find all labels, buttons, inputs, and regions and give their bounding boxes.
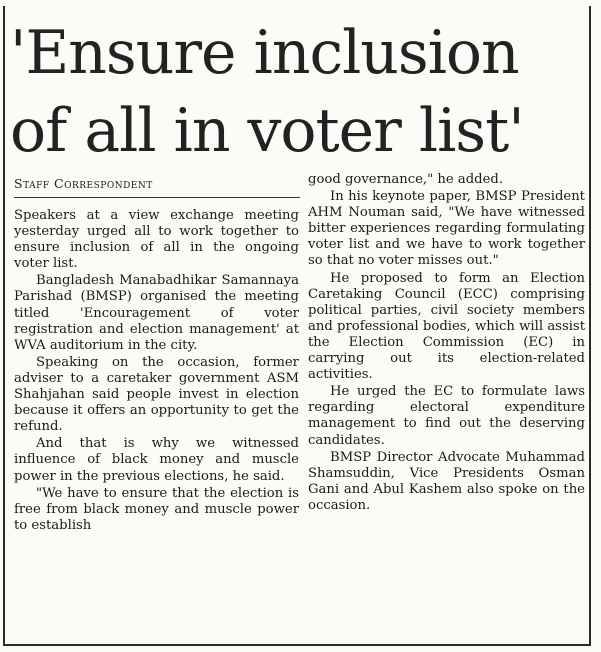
paragraph: He urged the EC to formulate laws regarding electoral expenditure management to find out the deserving candidates. (308, 384, 585, 448)
headline (10, 14, 585, 170)
paragraph: Speakers at a view exchange meeting yesterday urged all to work together to ensure inclusion of all in the ongoing voter list. (14, 208, 299, 272)
column-right (308, 172, 585, 515)
byline-rule (14, 197, 300, 198)
byline: Staff Correspondent (14, 176, 153, 191)
paragraph: "We have to ensure that the election is free from black money and muscle power to establish (14, 485, 299, 533)
headline-line-2: of all in voter list' (10, 96, 524, 166)
paragraph: And that is why we witnessed influence of black money and muscle power in the previous elections, he said. (14, 436, 299, 484)
frame-left-rule (3, 6, 5, 646)
paragraph: He proposed to form an Election Caretaking Council (ECC) comprising political parties, civil society members and professional bodies, which will assist the Election Commission (EC) in carrying out its election-related activities. (308, 270, 585, 383)
frame-right-rule (589, 6, 591, 646)
column-left (14, 208, 299, 535)
frame-bottom-rule (3, 644, 591, 646)
headline-line-1: 'Ensure inclusion (10, 18, 519, 88)
paragraph: Speaking on the occasion, former adviser to a caretaker government ASM Shahjahan said people invest in election because it offers an opportunity to get the refund. (14, 354, 299, 435)
paragraph: In his keynote paper, BMSP President AHM Nouman said, "We have witnessed bitter experiences regarding formulating voter list and we have to work together so that no voter misses out." (308, 189, 585, 269)
paragraph: BMSP Director Advocate Muhammad Shamsuddin, Vice Presidents Osman Gani and Abul Kashem also spoke on the occasion. (308, 449, 585, 513)
paragraph: good governance," he added. (308, 172, 504, 187)
paragraph: Bangladesh Manabadhikar Samannaya Parishad (BMSP) organised the meeting titled 'Encouragement of voter registration and election management' at WVA auditorium in the city. (14, 273, 299, 353)
